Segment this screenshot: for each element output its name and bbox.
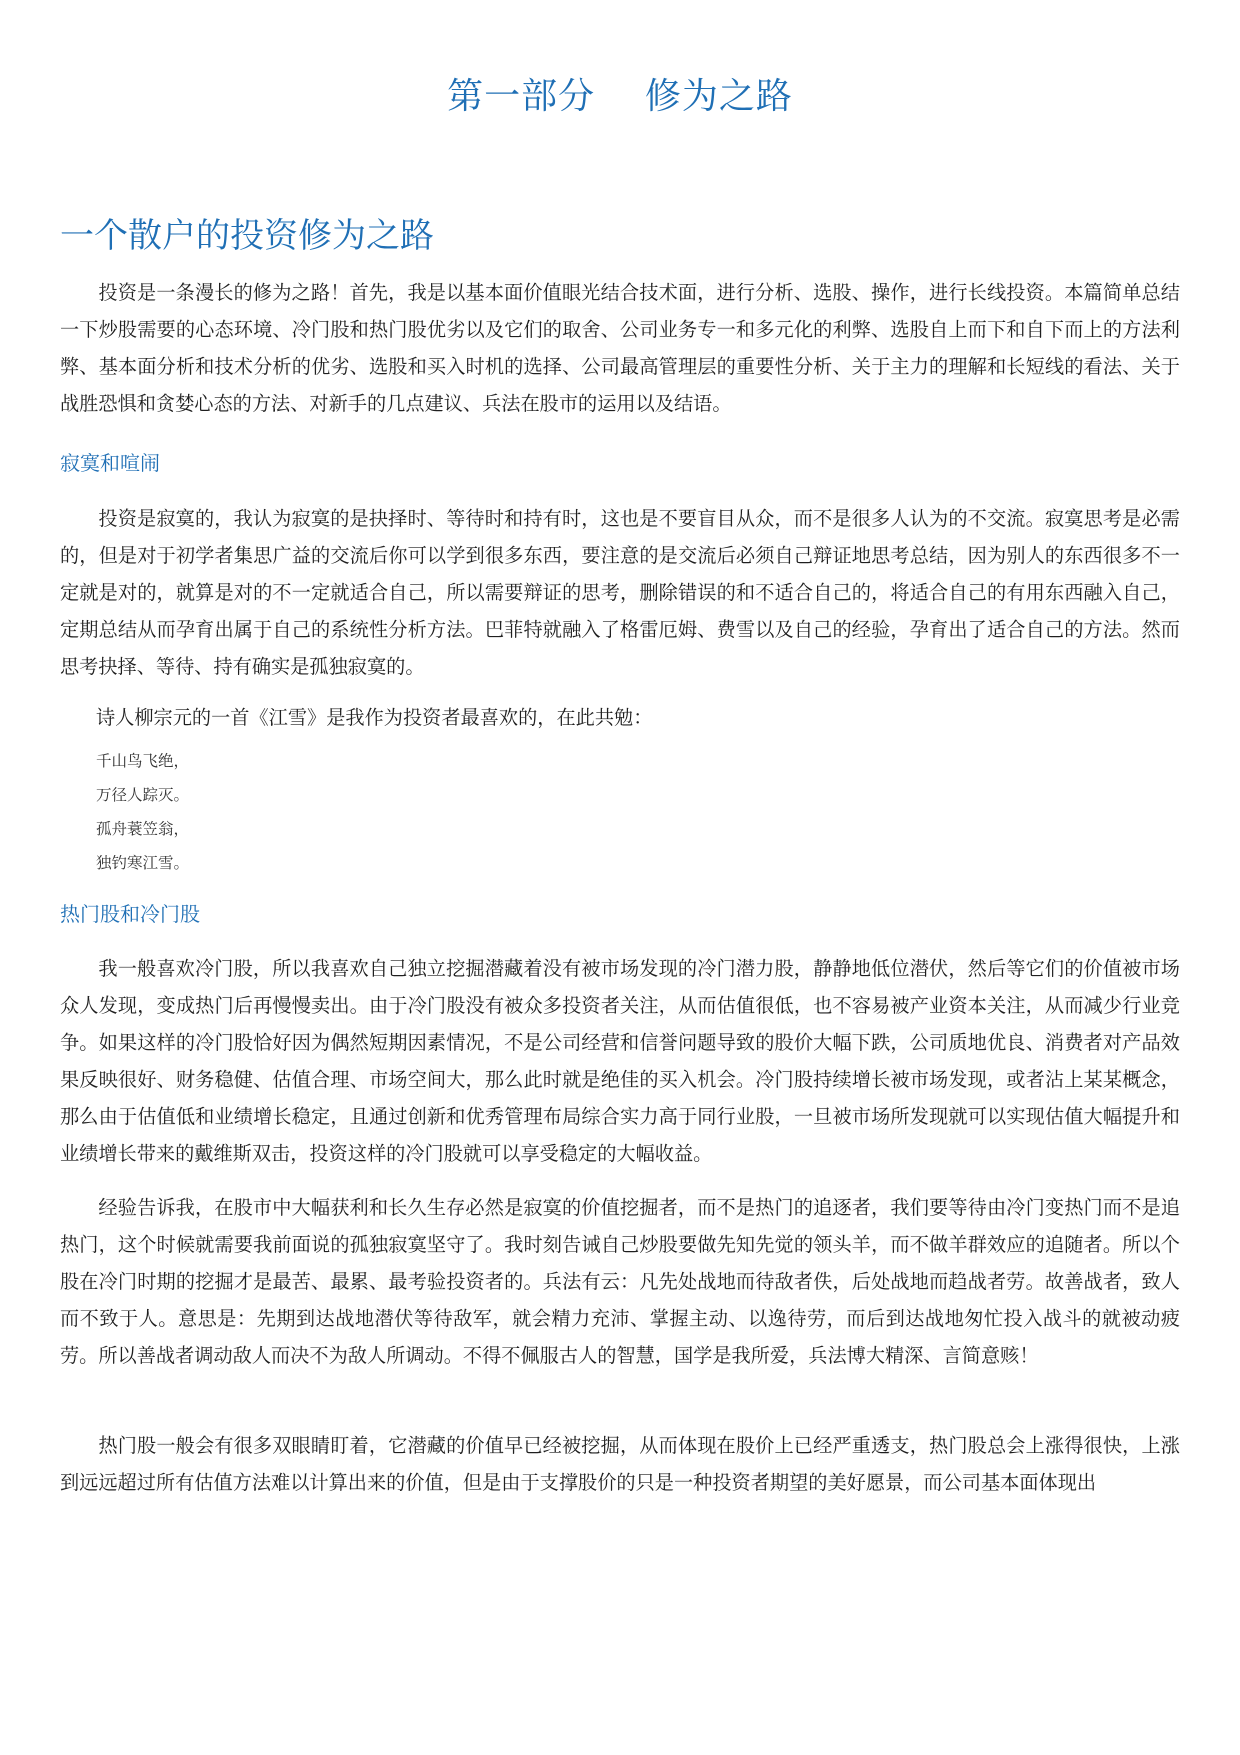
loneliness-paragraph-block xyxy=(60,500,1180,685)
loneliness-paragraph: 投资是寂寞的，我认为寂寞的是抉择时、等待时和持有时，这也是不要盲目从众，而不是很多人认为的不交流。寂寞思考是必需的，但是对于初学者集思广益的交流后你可以学到很多东西，要注意的是交流后必须自己辩证地思考总结，因为别人的东西很多不一定就是对的，就算是对的不一定就适合自己，所以需要辩证的思考，删除错误的和不适合自己的，将适合自己的有用东西融入自己，定期总结从而孕育出属于自己的系统性分析方法。巴菲特就融入了格雷厄姆、费雪以及自己的经验，孕育出了适合自己的方法。然而思考抉择、等待、持有确实是孤独寂寞的。 xyxy=(60,507,1180,678)
hot-cold-paragraph-2: 经验告诉我，在股市中大幅获利和长久生存必然是寂寞的价值挖掘者，而不是热门的追逐者，我们要等待由冷门变热门而不是追热门，这个时候就需要我前面说的孤独寂寞坚守了。我时刻告诫自己炒股要做先知先觉的领头羊，而不做羊群效应的追随者。所以个股在冷门时期的挖掘才是最苦、最累、最考验投资者的。兵法有云：凡先处战地而待敌者佚，后处战地而趋战者劳。故善战者，致人而不致于人。意思是：先期到达战地潜伏等待敌军，就会精力充沛、掌握主动、以逸待劳，而后到达战地匆忙投入战斗的就被动疲劳。所以善战者调动敌人而决不为敌人所调动。不得不佩服古人的智慧，国学是我所爱，兵法博大精深、言简意赅！ xyxy=(60,1196,1180,1367)
section-heading-loneliness: 寂寞和喧闹 xyxy=(60,451,160,475)
intro-paragraph-block xyxy=(60,274,1180,422)
poem xyxy=(96,744,189,880)
hot-cold-paragraph-1-block xyxy=(60,950,1180,1172)
hot-cold-paragraph-1: 我一般喜欢冷门股，所以我喜欢自己独立挖掘潜藏着没有被市场发现的冷门潜力股，静静地低位潜伏，然后等它们的价值被市场众人发现，变成热门后再慢慢卖出。由于冷门股没有被众多投资者关注，从而估值很低，也不容易被产业资本关注，从而减少行业竞争。如果这样的冷门股恰好因为偶然短期因素情况，不是公司经营和信誉问题导致的股价大幅下跌，公司质地优良、消费者对产品效果反映很好、财务稳健、估值合理、市场空间大，那么此时就是绝佳的买入机会。冷门股持续增长被市场发现，或者沾上某某概念，那么由于估值低和业绩增长稳定，且通过创新和优秀管理布局综合实力高于同行业股，一旦被市场所发现就可以实现估值大幅提升和业绩增长带来的戴维斯双击，投资这样的冷门股就可以享受稳定的大幅收益。 xyxy=(60,957,1180,1165)
part-title: 第一部分 修为之路 xyxy=(447,76,793,117)
intro-paragraph: 投资是一条漫长的修为之路！首先，我是以基本面价值眼光结合技术面，进行分析、选股、操作，进行长线投资。本篇简单总结一下炒股需要的心态环境、冷门股和热门股优劣以及它们的取舍、公司业务专一和多元化的利弊、选股自上而下和自下而上的方法利弊、基本面分析和技术分析的优劣、选股和买入时机的选择、公司最高管理层的重要性分析、关于主力的理解和长短线的看法、关于战胜恐惧和贪婪心态的方法、对新手的几点建议、兵法在股市的运用以及结语。 xyxy=(60,281,1180,415)
poem-line: 万径人踪灭。 xyxy=(96,786,190,804)
poem-line: 独钓寒江雪。 xyxy=(96,854,190,872)
poem-line: 孤舟蓑笠翁， xyxy=(96,820,190,838)
hot-cold-paragraph-3: 热门股一般会有很多双眼睛盯着，它潜藏的价值早已经被挖掘，从而体现在股价上已经严重透支，热门股总会上涨得很快，上涨到远远超过所有估值方法难以计算出来的价值，但是由于支撑股价的只是一种投资者期望的美好愿景，而公司基本面体现出 xyxy=(60,1434,1180,1494)
section-heading-hot-cold-stocks: 热门股和冷门股 xyxy=(60,902,200,926)
chapter-title: 一个散户的投资修为之路 xyxy=(60,216,434,256)
hot-cold-paragraph-2-block xyxy=(60,1189,1180,1374)
poem-intro: 诗人柳宗元的一首《江雪》是我作为投资者最喜欢的，在此共勉： xyxy=(96,706,653,729)
poem-line: 千山鸟飞绝， xyxy=(96,752,190,770)
hot-cold-paragraph-3-block xyxy=(60,1427,1180,1501)
